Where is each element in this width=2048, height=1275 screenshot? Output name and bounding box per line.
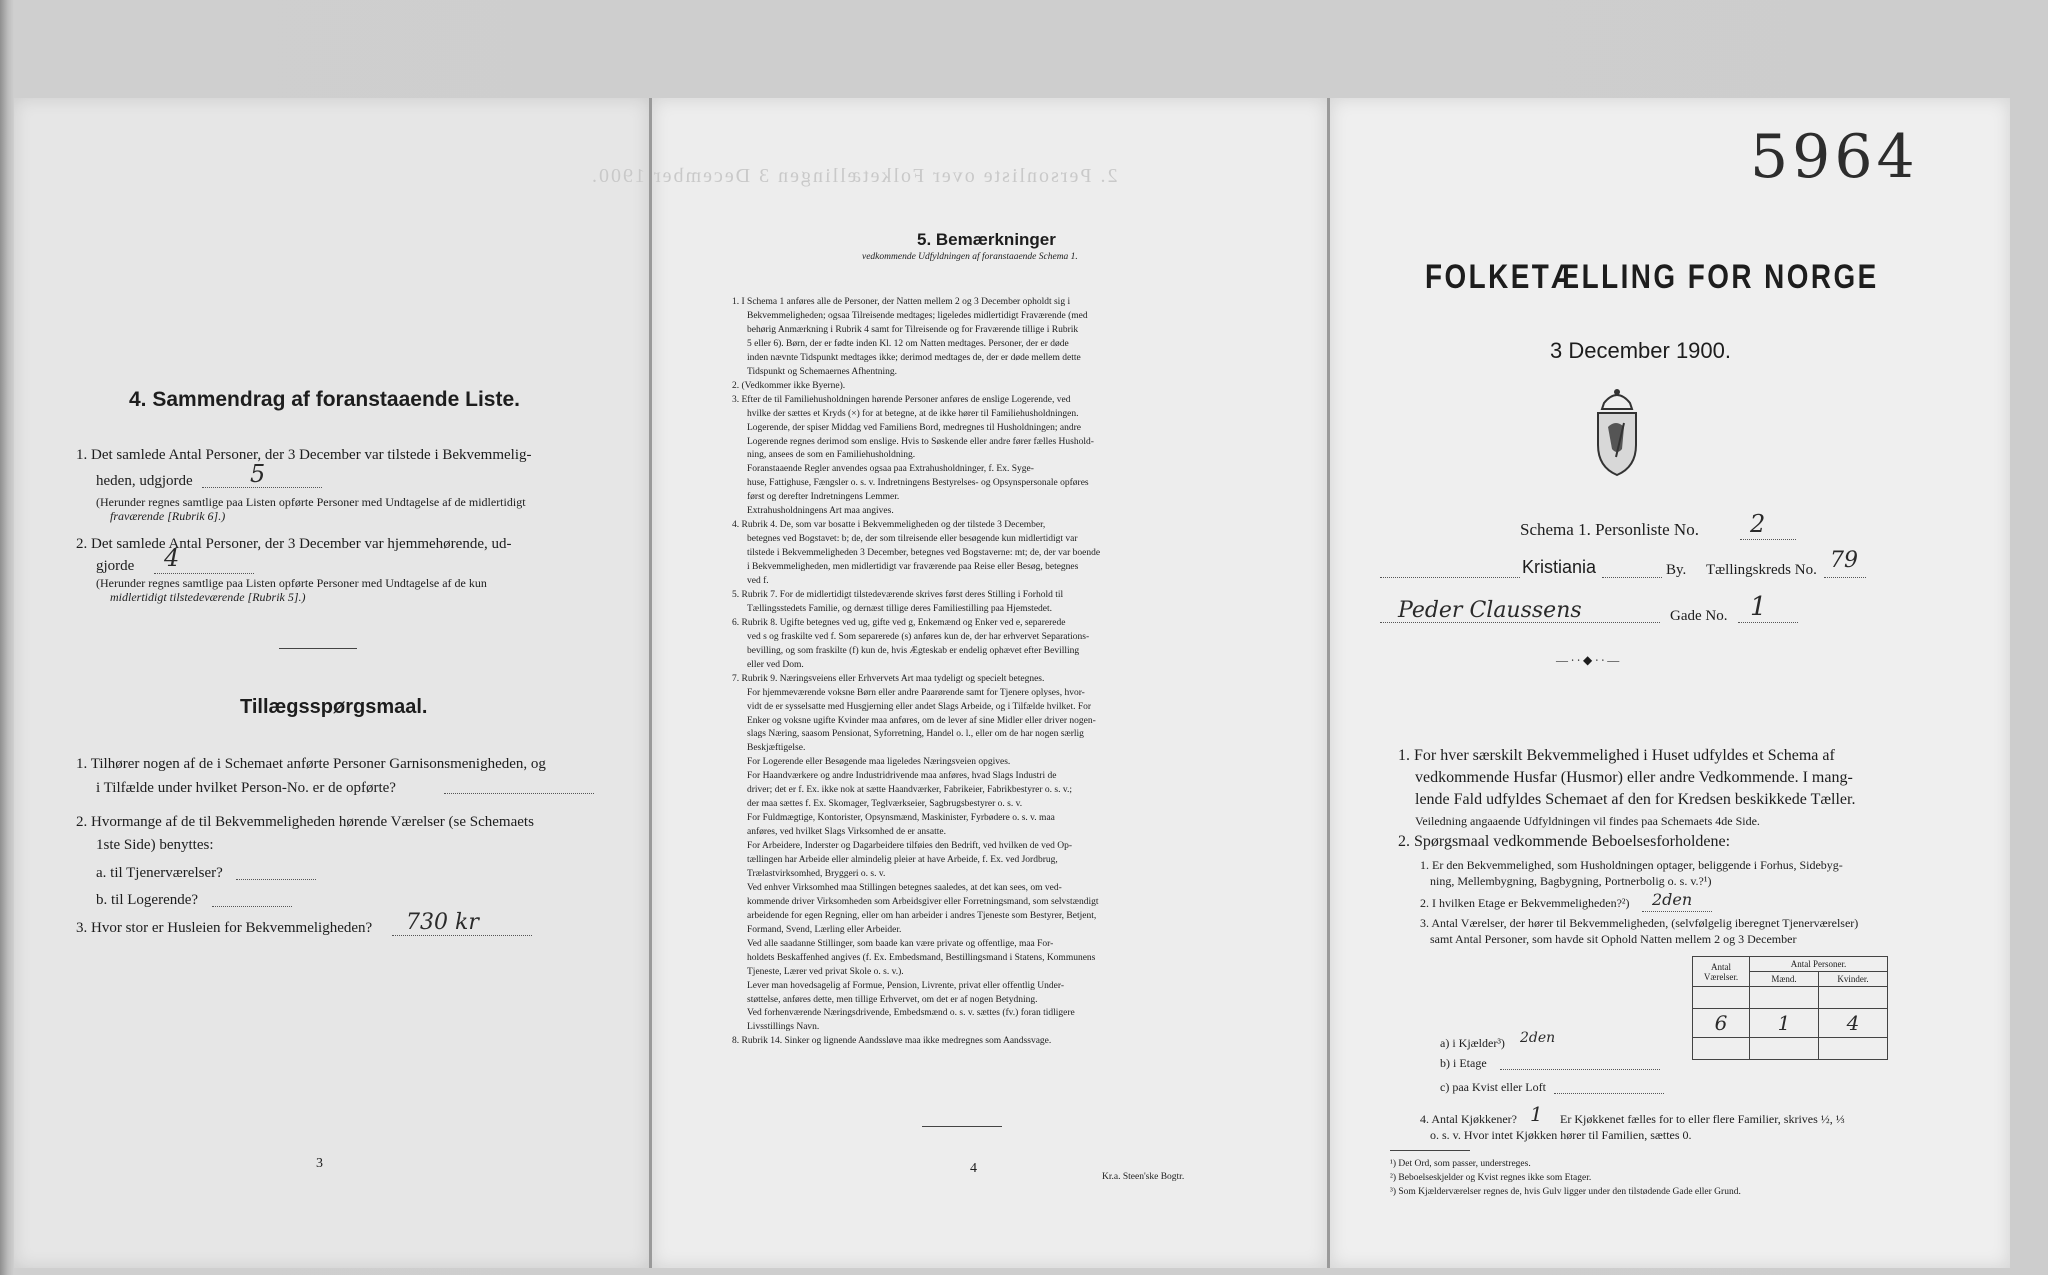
kitchens-question: 4. Antal Kjøkkener? [1420, 1112, 1517, 1126]
remarks-line: 4. Rubrik 4. De, som var bosatte i Bekvemmeligheden og der tilstede 3 December, [732, 520, 1046, 531]
summary-item-2-line-2: gjorde [96, 558, 135, 574]
housing-question-1-line-2: ning, Mellembygning, Bagbygning, Portnerbolig o. s. v.?¹) [1430, 874, 1712, 888]
remarks-line: hvilke der sættes et Kryds (×) for at betegne, at de ikke hører til Familiehusholdningen. [747, 408, 1079, 419]
schema-label: Schema 1. Personliste No. [1520, 520, 1699, 539]
section-divider [279, 648, 357, 649]
summary-item-2-note-1: (Herunder regnes samtlige paa Listen opførte Personer med Undtagelse af de kun [96, 576, 487, 590]
housing-question-1-line-1: 1. Er den Bekvemmelighed, som Husholdningen optager, beliggende i Forhus, Sidebyg- [1420, 858, 1843, 872]
gade-number: 1 [1750, 592, 1767, 622]
table-cell [1693, 1038, 1750, 1060]
kitchens-value: 1 [1530, 1102, 1543, 1126]
housing-question-3-line-2: samt Antal Personer, som havde sit Ophold Natten mellem 2 og 3 December [1430, 932, 1797, 946]
table-cell [1750, 1038, 1819, 1060]
question-2a: a. til Tjenerværelser? [96, 865, 223, 881]
remarks-line: Enker og voksne ugifte Kvinder maa anføres, om de lever af sine Midler eller driver nogen- [747, 715, 1096, 726]
question-1-line-1: 1. Tilhører nogen af de i Schemaet anførte Personer Garnisonsmenigheden, og [76, 756, 546, 772]
question-3: 3. Hvor stor er Husleien for Bekvemmeligheden? [76, 920, 373, 936]
remarks-line: For Arbeidere, Inderster og Dagarbeidere tilføies den Bedrift, ved hvilken de ved Op- [747, 841, 1072, 852]
remarks-line: 1. I Schema 1 anføres alle de Personer, der Natten mellem 2 og 3 December opholdt sig i [732, 297, 1071, 307]
row-b-dotted [1500, 1068, 1660, 1070]
remarks-line: behørig Anmærkning i Rubrik 4 samt for Tilreisende og for Fraværende tillige i Rubrik [747, 324, 1079, 335]
row-a-value: 2den [1520, 1030, 1556, 1046]
remarks-line: ning, ansees de som en Familiehusholdning. [747, 450, 916, 461]
remarks-subheading: vedkommende Udfyldningen af foranstaaende Schema 1. [862, 252, 1078, 262]
census-date: 3 December 1900. [1550, 338, 1731, 363]
instruction-1-line-1: 1. For hver særskilt Bekvemmelighed i Huset udfyldes et Schema af [1398, 747, 1835, 764]
page-number-3: 3 [316, 1156, 323, 1171]
summary-item-1-note-1: (Herunder regnes samtlige paa Listen opførte Personer med Undtagelse af de midlertidigt [96, 495, 526, 509]
printer-imprint: Kr.a. Steen'ske Bogtr. [1102, 1172, 1185, 1182]
schema-number-dotted [1740, 538, 1796, 540]
by-label: By. [1666, 562, 1687, 578]
women-header: Kvinder. [1819, 972, 1888, 987]
remarks-line: 3. Efter de til Familiehusholdningen hørende Personer anføres de enslige Logerende, ved [732, 394, 1071, 405]
remarks-line: For Logerende eller Besøgende maa ligeledes Næringsveien opgives. [747, 757, 1011, 768]
street-dotted [1380, 621, 1660, 623]
remarks-line: 5 eller 6). Børn, der er fødte inden Kl. 12 om Natten medtages. Personer, der er døde [747, 338, 1069, 349]
remarks-line: Logerende regnes derimod som enslige. Hvis to Søskende eller andre fører fælles Hushold- [747, 436, 1094, 447]
remarks-line: Lever man hovedsagelig af Formue, Pension, Livrente, privat eller offentlig Under- [747, 980, 1064, 991]
question-2-line-1: 2. Hvormange af de til Bekvemmeligheden hørende Værelser (se Schemaets [76, 814, 534, 830]
rooms-header: Antal Værelser. [1693, 957, 1750, 987]
row-b-label: b) i Etage [1440, 1056, 1487, 1070]
instruction-1-note: Veiledning angaaende Udfyldningen vil findes paa Schemaets 4de Side. [1415, 814, 1760, 828]
page-number-4: 4 [970, 1161, 977, 1176]
kitchens-note: Er Kjøkkenet fælles for to eller flere Familier, skrives ½, ⅓ [1560, 1112, 1845, 1126]
remarks-line: 6. Rubrik 8. Ugifte betegnes ved ug, gifte ved g, Enkemænd og Enker ved e, separerede [732, 617, 1066, 628]
summary-item-1-line-2: heden, udgjorde [96, 473, 193, 489]
summary-item-2-note-2: midlertidigt tilstedeværende [Rubrik 5].) [110, 590, 306, 604]
question-2b: b. til Logerende? [96, 892, 199, 908]
row-b-rooms: 6 [1693, 1009, 1750, 1038]
street-name: Peder Claussens [1398, 598, 1582, 623]
remarks-line: Livsstillings Navn. [747, 1022, 820, 1033]
remarks-line: 5. Rubrik 7. For de midlertidigt tilstedeværende skrives først deres Stilling i Forhold til [732, 589, 1064, 600]
remarks-line: Ved forhenværende Næringsdrivende, Embedsmænd o. s. v. sættes (fv.) foran tidligere [747, 1008, 1075, 1019]
remarks-line: først og derefter Indretningens Lemmer. [747, 492, 900, 503]
question-2a-dotted [236, 878, 316, 880]
summary-item-1-value: 5 [250, 460, 266, 488]
remarks-line: anføres, ved hvilket Slags Virksomhed de er ansatte. [747, 827, 946, 838]
footnote-2: ²) Beboelseskjelder og Kvist regnes ikke som Etager. [1390, 1173, 1592, 1183]
remarks-line: driver; det er f. Ex. ikke nok at sætte Haandværker, Fabrikeier, Fabrikbestyrer o. s. v.; [747, 785, 1072, 796]
remarks-line: Extrahusholdningens Art maa angives. [747, 506, 894, 517]
housing-question-2-dotted [1642, 910, 1712, 912]
persons-header: Antal Personer. [1750, 957, 1888, 972]
row-b-men: 1 [1750, 1009, 1819, 1038]
census-title: FOLKETÆLLING FOR NORGE [1425, 258, 1879, 296]
footnote-3: ³) Som Kjælderværelser regnes de, hvis Gulv ligger under den tilstødende Gade eller Grund. [1390, 1187, 1741, 1197]
summary-item-1-line-1: 1. Det samlede Antal Personer, der 3 December var tilstede i Bekvemmelig- [76, 447, 532, 463]
remarks-line: der maa sættes f. Ex. Skomager, Teglværkseier, Sagbrugsbestyrer o. s. v. [747, 799, 1023, 810]
remarks-line: Foranstaaende Regler anvendes ogsaa paa Extrahusholdninger, f. Ex. Syge- [747, 464, 1034, 475]
summary-heading: 4. Sammendrag af foranstaaende Liste. [129, 388, 520, 411]
remarks-line: slags Næring, saasom Pensionat, Syforretning, Handel o. l., eller om de har nogen særlig [747, 729, 1084, 740]
row-a-label: a) i Kjælder³) [1440, 1036, 1505, 1050]
housing-question-2: 2. I hvilken Etage er Bekvemmeligheden?²) [1420, 896, 1630, 910]
gade-label: Gade No. [1670, 608, 1728, 624]
remarks-line: huse, Fattighuse, Fængsler o. s. v. Indretningens Bestyrelses- og Opsynspersonale opføres [747, 478, 1089, 489]
tellingskreds-number: 79 [1830, 548, 1858, 573]
gade-number-dotted [1738, 621, 1798, 623]
remarks-line: kommende driver Virksomheden som Arbeidsgiver eller Forretningsmand, som selvstændigt [747, 896, 1099, 907]
city-name: Kristiania [1522, 557, 1597, 577]
row-c-dotted [1554, 1092, 1664, 1094]
tellingskreds-dotted [1824, 576, 1866, 578]
table-cell [1819, 1038, 1888, 1060]
bleed-through-header: 2. Personliste over Folketællingen 3 December 1900. [590, 165, 1118, 187]
housing-question-3-line-1: 3. Antal Værelser, der hører til Bekvemmeligheden, (selvfølgelig iberegnet Tjenerværelser) [1420, 916, 1859, 930]
remarks-line: Trælastvirksomhed, Bryggeri o. s. v. [747, 868, 886, 879]
remarks-line: Bekvemmeligheden; ogsaa Tilreisende medtages; ligeledes midlertidigt Fraværende (med [747, 310, 1088, 321]
remarks-line: Logerende, der spiser Middag ved Familiens Bord, medregnes til Husholdningen; andre [747, 422, 1082, 433]
left-page [14, 98, 649, 1268]
remarks-line: holdets Beskaffenhed angives (f. Ex. Embedsmand, Bestillingsmand i Statens, Kommunens [747, 952, 1096, 963]
supplementary-heading: Tillægsspørgsmaal. [240, 696, 428, 718]
rooms-persons-table [1692, 956, 1888, 1060]
remarks-line: bevilling, og som fraskilte (f) kun de, hvis Ægteskab er endelig ophævet efter Bevilling [747, 645, 1080, 656]
summary-item-2-dotted [154, 572, 254, 574]
instruction-1-line-3: lende Fald udfyldes Schemaet af den for Kredsen beskikkede Tæller. [1415, 791, 1856, 808]
remarks-line: Ved enhver Virksomhed maa Stillingen betegnes saaledes, at det kan sees, om ved- [747, 882, 1062, 893]
city-leading-dotted [1380, 576, 1520, 578]
table-cell [1819, 987, 1888, 1009]
summary-item-2-line-1: 2. Det samlede Antal Personer, der 3 December var hjemmehørende, ud- [76, 536, 512, 552]
summary-item-2-value: 4 [164, 544, 180, 572]
remarks-line: For Fuldmægtige, Kontorister, Opsynsmænd, Maskinister, Fyrbødere o. s. v. maa [747, 813, 1055, 824]
instruction-2: 2. Spørgsmaal vedkommende Beboelsesforholdene: [1398, 833, 1731, 850]
remarks-line: For hjemmeværende voksne Børn eller andre Paarørende samt for Tjenere oplyses, hvor- [747, 687, 1085, 698]
remarks-line: 7. Rubrik 9. Næringsveiens eller Erhvervets Art maa tydeligt og specielt betegnes. [732, 673, 1045, 684]
remarks-line: ved s og fraskilte ved f. Som separerede (s) anføres kun de, der har erhvervet Separations- [747, 631, 1090, 642]
remarks-line: Ved alle saadanne Stillinger, som baade kan være private og offentlige, maa For- [747, 938, 1054, 949]
remarks-line: Formand, Svend, Lærling eller Arbeider. [747, 924, 902, 935]
remarks-line: 2. (Vedkommer ikke Byerne). [732, 380, 846, 391]
summary-item-1-note-2: fraværende [Rubrik 6].) [110, 509, 226, 523]
archive-number: 5964 [1750, 122, 1919, 192]
remarks-line: eller ved Dom. [747, 659, 804, 670]
remarks-line: tællingen har Arbeide eller almindelig pleier at have Arbeide, f. Ex. ved Jordbrug, [747, 855, 1058, 865]
question-3-value: 730 kr [406, 910, 479, 935]
remarks-line: tilstede i Bekvemmeligheden 3 December, betegnes ved Bogstaverne: mt; de, der var boende [747, 548, 1101, 559]
norway-coat-of-arms-icon [1586, 383, 1648, 479]
remarks-line: ved f. [747, 576, 769, 586]
remarks-line: arbeidende for egen Regning, eller om han arbeider i andres Tjeneste som Bestyrer, Betjent, [747, 910, 1097, 921]
row-b-women: 4 [1819, 1009, 1888, 1038]
question-2b-dotted [212, 905, 292, 907]
kitchens-note-2: o. s. v. Hvor intet Kjøkken hører til Familien, sættes 0. [1430, 1128, 1692, 1142]
row-c-label: c) paa Kvist eller Loft [1440, 1080, 1546, 1094]
remarks-line: Beskjæftigelse. [747, 743, 806, 754]
instruction-1-line-2: vedkommende Husfar (Husmor) eller andre Vedkommende. I mang- [1415, 769, 1853, 786]
remarks-line: Tællingsstedets Familie, og dernæst tillige deres Familiestilling paa Hjemstedet. [747, 603, 1053, 614]
remarks-line: Tjeneste, Lærer ved privat Skole o. s. v.). [747, 966, 904, 977]
question-1-dotted [444, 792, 594, 794]
tellingskreds-label: Tællingskreds No. [1706, 562, 1817, 578]
table-cell [1693, 987, 1750, 1009]
footnote-rule [1390, 1150, 1470, 1151]
remarks-line: støttelse, anføres dette, men tillige Erhvervet, om det er af nogen Betydning. [747, 994, 1038, 1005]
remarks-end-divider [922, 1126, 1002, 1127]
remarks-line: i Bekvemmeligheden, men midlertidigt var fraværende paa Reise eller Besøg, betegnes [747, 562, 1079, 573]
question-2-line-2: 1ste Side) benyttes: [96, 837, 214, 853]
ornament-divider: — ∙ ∙ ◆ ∙ ∙ — [1556, 653, 1620, 667]
table-cell [1750, 987, 1819, 1009]
remarks-line: betegnes ved Bogstavet: b; de, der som tilreisende eller besøgende kun midlertidigt var [747, 534, 1078, 545]
remarks-line: For Haandværkere og andre Industridrivende maa anføres, hvad Slags Industri de [747, 771, 1057, 782]
men-header: Mænd. [1750, 972, 1819, 987]
right-page [1330, 98, 2010, 1268]
remarks-line: 8. Rubrik 14. Sinker og lignende Aandssløve maa ikke medregnes som Aandssvage. [732, 1036, 1052, 1047]
middle-page [652, 98, 1327, 1268]
remarks-line: Tidspunkt og Schemaernes Afhentning. [747, 366, 898, 377]
city-trailing-dotted [1602, 576, 1662, 578]
question-1-line-2: i Tilfælde under hvilket Person-No. er de opførte? [96, 780, 396, 796]
housing-question-2-value: 2den [1652, 890, 1693, 909]
schema-number: 2 [1750, 510, 1766, 538]
remarks-heading: 5. Bemærkninger [917, 230, 1056, 249]
remarks-line: vidt de er sysselsatte med Husgjerning eller andet Slags Arbeide, og i Tilfælde hvilket. For [747, 701, 1092, 712]
remarks-line: inden nævnte Tidspunkt medtages ikke; derimod medtages de, der er døde mellem dette [747, 352, 1081, 363]
footnote-1: ¹) Det Ord, som passer, understreges. [1390, 1159, 1531, 1169]
